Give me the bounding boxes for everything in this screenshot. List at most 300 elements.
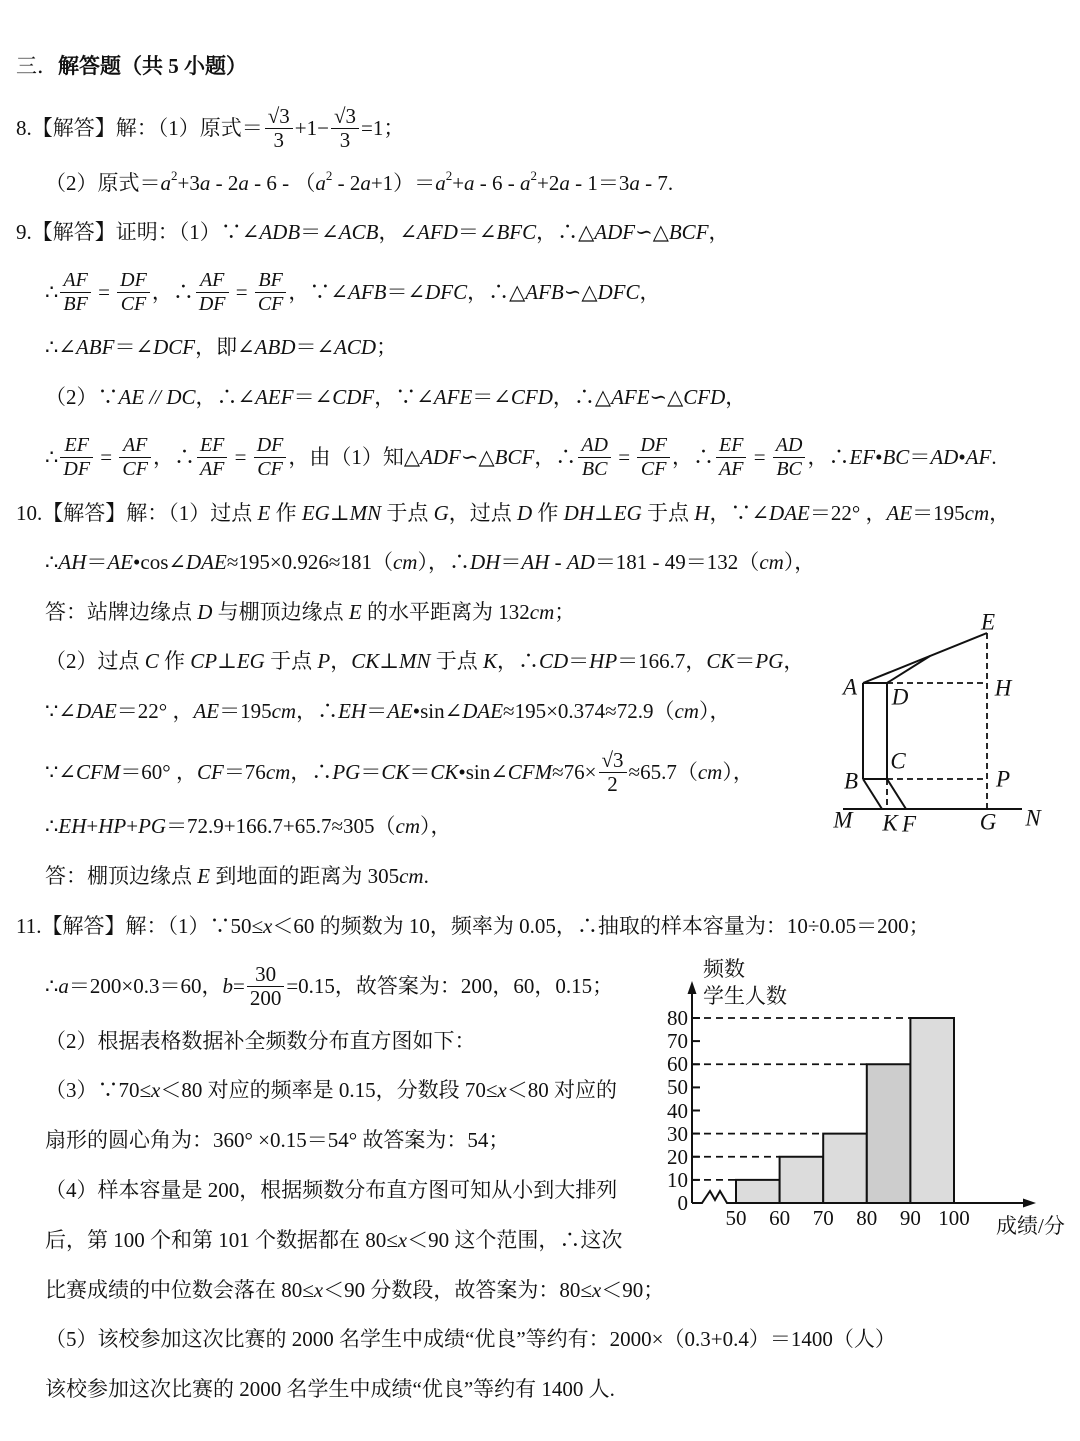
fraction-numerator: 30 [247, 963, 285, 987]
fraction [119, 434, 151, 481]
text-run: ＝22° ， [116, 699, 194, 723]
math-variable: AD [930, 445, 959, 469]
text-run: - [549, 550, 567, 574]
y-tick-label: 10 [667, 1168, 688, 1192]
math-variable: x [151, 1078, 161, 1102]
math-variable: cm [271, 699, 297, 723]
text-run: 于点 [430, 649, 483, 673]
text-run: ＜90； [601, 1278, 665, 1302]
x-tick-label: 50 [725, 1206, 747, 1230]
fraction [196, 269, 229, 316]
fraction-denominator: CF [120, 292, 147, 315]
text-run: ）， [420, 814, 452, 838]
text-run: - 6 - （ [248, 171, 316, 195]
text-run: ＜80 对应的频率是 0.15，分数段 70≤ [160, 1078, 498, 1102]
text-run: ＝ [386, 280, 408, 304]
text-run: ， [378, 220, 400, 244]
math-variable: CK [430, 760, 459, 784]
math-variable: a [360, 171, 371, 195]
text-run: + [86, 814, 99, 838]
fraction-numerator: AF [60, 269, 90, 293]
math-variable: EG [613, 501, 642, 525]
math-variable: ∠AEF [237, 385, 294, 409]
text-run: ＝60° ， [120, 760, 197, 784]
math-variable: ∠DFC [407, 280, 468, 304]
text-run: ＜90 分数段，故答案为：80≤ [323, 1278, 592, 1302]
fraction-numerator: AD [578, 434, 611, 458]
math-variable: cm [265, 760, 291, 784]
segment-D-to-AE [887, 656, 930, 683]
text-run: 作 [158, 649, 191, 673]
text-run: ∵ [45, 760, 59, 784]
fraction-numerator: √3 [599, 749, 627, 773]
fraction-denominator: DF [198, 292, 226, 315]
math-variable: MN [349, 501, 382, 525]
point-label-C: C [890, 748, 906, 774]
q9-line-1 [16, 207, 730, 257]
q11-line-4 [45, 1065, 617, 1115]
text-run: ＝181 - 49＝132（ [594, 550, 760, 574]
q11-line-10 [45, 1364, 615, 1414]
fraction-numerator: DF [117, 269, 150, 293]
x-axis-arrow-icon [1023, 1199, 1036, 1208]
text-run: ＝ [568, 649, 590, 673]
text-run: ＝72.9+166.7+65.7≈305（ [166, 814, 396, 838]
text-run: ＝76 [223, 760, 266, 784]
x-tick-labels [726, 1206, 970, 1230]
fraction-numerator: DF [254, 434, 287, 458]
text-run: - 6 - [474, 171, 521, 195]
fraction [773, 434, 806, 481]
fraction-denominator: 3 [339, 127, 351, 152]
fraction-numerator: AF [119, 434, 151, 458]
segment-B-leg [863, 779, 882, 809]
math-variable: ∠DAE [444, 699, 504, 723]
text-run: 于点 [381, 501, 434, 525]
fraction [197, 434, 227, 481]
math-variable: cm [529, 600, 555, 624]
text-run: ∴ [45, 550, 59, 574]
text-run: ＝ [409, 760, 431, 784]
answer-tag: 【解答】 [42, 501, 127, 525]
text-run: ，过点 [448, 501, 517, 525]
math-variable: a [315, 171, 326, 195]
text-run: = [229, 445, 252, 469]
text-run: - 2 [332, 171, 361, 195]
x-axis-label: 成绩/分 [996, 1214, 1065, 1238]
math-variable: H [694, 501, 710, 525]
text-run: ⊥ [379, 649, 399, 673]
text-run: ＝ [457, 220, 479, 244]
text-run: ∴ [45, 280, 59, 304]
math-variable: a [520, 171, 531, 195]
text-run: ＝ [300, 220, 322, 244]
math-variable: cm [759, 550, 784, 574]
math-variable: PG [332, 760, 361, 784]
text-run: +1）＝ [370, 171, 436, 195]
fraction-numerator: AF [196, 269, 229, 293]
text-run: ，∴ [290, 760, 333, 784]
q11-line-2 [45, 961, 613, 1011]
histogram-bar [780, 1157, 824, 1203]
y-tick-label: 30 [667, 1122, 688, 1146]
text-run: ＜60 的频数为 10，频率为 0.05，∴抽取的样本容量为：10÷0.05＝200； [272, 914, 930, 938]
text-run: ≈65.7（ [628, 760, 698, 784]
text-run: 比赛成绩的中位数会落在 80≤ [45, 1278, 314, 1302]
text-run: •sin [412, 699, 445, 723]
fraction-denominator: CF [257, 457, 283, 480]
text-run: - 7. [639, 171, 674, 195]
fraction [60, 269, 90, 316]
text-run: ＝ [734, 649, 756, 673]
math-variable: x [591, 1278, 602, 1302]
math-variable: x [313, 1278, 324, 1302]
fraction-denominator: 3 [273, 127, 285, 152]
text-run: ＝ [295, 335, 317, 359]
text-run: 解：（1）过点 [126, 501, 258, 525]
math-variable: HP [98, 814, 127, 838]
x-tick-label: 100 [938, 1206, 970, 1230]
fraction-numerator: DF [637, 434, 670, 458]
text-run: 解：（1）∵50≤ [125, 914, 264, 938]
fraction [255, 269, 287, 316]
text-run: ＝ [114, 335, 136, 359]
text-run: ∽△ [460, 445, 495, 469]
text-run: ∴ [45, 335, 59, 359]
math-variable: C [144, 649, 159, 673]
x-tick-label: 70 [812, 1206, 834, 1230]
text-run: ， [783, 649, 805, 673]
fraction-numerator: EF [197, 434, 227, 458]
math-variable: PG [138, 814, 167, 838]
y-tick-label: 80 [667, 1006, 688, 1030]
math-variable: cm [697, 760, 723, 784]
text-run: ， [330, 649, 352, 673]
geometry-figure [820, 600, 1080, 840]
text-run: •sin [458, 760, 491, 784]
math-variable: AE [886, 501, 913, 525]
text-run: ）， [698, 699, 731, 723]
q11-line-1 [16, 901, 930, 951]
math-variable: ∠ACD [316, 335, 377, 359]
text-run: = [95, 445, 118, 469]
math-variable: AE // DC [118, 385, 196, 409]
math-variable: D [197, 600, 213, 624]
q11-line-5 [45, 1115, 509, 1165]
text-run: ∴ [45, 814, 59, 838]
point-label-D: D [891, 684, 909, 710]
text-run: ＝22° ， [809, 501, 887, 525]
text-run: （2）原式＝ [45, 171, 161, 195]
text-run: （2）过点 [45, 649, 145, 673]
point-label-E: E [980, 609, 996, 635]
math-variable: ∠BFC [478, 220, 537, 244]
text-run: ，∴ [496, 649, 539, 673]
q11-line-9 [45, 1314, 896, 1364]
text-run: ，∴ [152, 445, 195, 469]
q9-line-5 [45, 432, 997, 482]
fraction-numerator: AD [773, 434, 806, 458]
y-tick-label: 70 [667, 1029, 688, 1053]
math-variable: CK [381, 760, 410, 784]
fraction-numerator: √3 [331, 105, 359, 129]
point-label-G: G [979, 809, 997, 835]
math-variable: x [497, 1078, 507, 1102]
math-variable: ∠AFB [330, 280, 387, 304]
y-tick-label: 50 [667, 1075, 688, 1099]
q11-line-6 [45, 1165, 617, 1215]
math-variable: EF [849, 445, 876, 469]
text-run: ，∴ [195, 385, 238, 409]
math-variable: x [397, 1228, 408, 1252]
text-run: 解：（1）原式＝ [115, 116, 263, 140]
text-run: ， [989, 501, 1011, 525]
q11-line-7 [45, 1215, 622, 1265]
math-variable: CFD [683, 385, 726, 409]
text-run: 答：棚顶边缘点 [45, 864, 198, 888]
text-run: • [875, 445, 883, 469]
y-axis-label-line-2: 学生人数 [703, 984, 787, 1008]
q10-line-2 [45, 537, 815, 587]
fraction-denominator: 2 [607, 771, 618, 796]
section-heading [16, 41, 247, 91]
text-run: = [612, 445, 636, 469]
math-variable: DH [563, 501, 595, 525]
math-variable: cm [399, 864, 424, 888]
math-variable: AE [387, 699, 413, 723]
math-variable: ∠CFD [493, 385, 553, 409]
math-variable: ∠CFM [58, 760, 121, 784]
text-run: ； [554, 600, 576, 624]
histogram-bar [823, 1134, 867, 1203]
text-run: ）， [722, 760, 754, 784]
text-run: ⊥ [217, 649, 237, 673]
math-variable: a [238, 171, 249, 195]
math-variable: x [263, 914, 273, 938]
text-run: ＝ [472, 385, 494, 409]
text-run: （4）样本容量是 200，根据频数分布直方图可知从小到大排列 [45, 1178, 618, 1202]
text-run: ； [376, 335, 398, 359]
math-variable: CD [538, 649, 569, 673]
text-run: ＝ [500, 550, 522, 574]
text-run: ，∴△ [552, 385, 612, 409]
math-variable: a [464, 171, 475, 195]
fraction [578, 434, 611, 481]
math-variable: PG [755, 649, 784, 673]
math-variable: cm [395, 814, 421, 838]
q9-line-2 [45, 267, 661, 317]
math-variable: ∠DAE [751, 501, 810, 525]
math-variable: cm [674, 699, 699, 723]
point-label-A: A [842, 674, 858, 700]
text-run: ，∵ [374, 385, 417, 409]
text-run: 扇形的圆心角为：360° ×0.15＝54° 故答案为：54； [45, 1128, 510, 1152]
x-tick-label: 90 [899, 1206, 921, 1230]
fraction [599, 749, 627, 796]
q10-line-6 [45, 747, 754, 797]
fraction-numerator: EF [60, 434, 93, 458]
math-variable: AF [965, 445, 992, 469]
math-variable: D [517, 501, 533, 525]
text-run: ＝ [293, 385, 315, 409]
q10-line-7 [45, 801, 452, 851]
text-run: •cos [133, 550, 169, 574]
text-run: ，∴ [296, 699, 339, 723]
math-variable: a [559, 171, 570, 195]
math-variable: EG [301, 501, 330, 525]
math-variable: ∠ABD [237, 335, 296, 359]
math-variable: BC [882, 445, 910, 469]
fraction [247, 963, 285, 1010]
text-run: ≈195×0.926≈181（ [226, 550, 393, 574]
text-run: ＝ [909, 445, 931, 469]
point-label-B: B [843, 768, 859, 794]
text-run: ＝195 [912, 501, 965, 525]
problem-number: 11. [16, 914, 42, 938]
answer-tag: 【解答】 [31, 220, 116, 244]
text-run: . [423, 864, 429, 888]
frequency-histogram [640, 950, 1080, 1250]
superscript: 2 [171, 167, 178, 183]
text-run: = [232, 974, 245, 998]
y-tick-label: 40 [667, 1099, 688, 1123]
text-run: ，∴ [672, 445, 714, 469]
text-run: 于点 [264, 649, 318, 673]
text-run: ＝200×0.3＝60， [68, 974, 223, 998]
math-variable: E [348, 600, 362, 624]
math-variable: a [58, 974, 69, 998]
text-run: - 2 [210, 171, 239, 195]
superscript: 2 [530, 167, 538, 183]
histogram-bar [867, 1064, 911, 1203]
text-run: ∽△ [563, 280, 598, 304]
text-run: ， [708, 220, 730, 244]
text-run: ∴ [45, 445, 59, 469]
text-run: ≈195×0.374≈72.9（ [503, 699, 675, 723]
math-variable: ∠AFD [399, 220, 458, 244]
q11-line-3 [45, 1016, 476, 1066]
q10-line-5 [45, 686, 730, 736]
fraction-denominator: DF [63, 457, 91, 480]
fraction-denominator: CF [640, 457, 667, 480]
text-run: - 1＝3 [569, 171, 630, 195]
text-run: ∽△ [649, 385, 684, 409]
fraction [331, 105, 359, 152]
math-variable: AD [566, 550, 595, 574]
text-run: ， [639, 280, 661, 304]
point-label-N: N [1025, 805, 1041, 831]
math-variable: AFB [525, 280, 564, 304]
text-run: 的水平距离为 132 [361, 600, 530, 624]
fraction-numerator: EF [716, 434, 746, 458]
fraction [637, 434, 670, 481]
fraction-denominator: BC [776, 457, 802, 480]
fraction [716, 434, 746, 481]
text-run: ＝195 [219, 699, 272, 723]
text-run: （5）该校参加这次比赛的 2000 名学生中成绩“优良”等约有：2000×（0.3+0.4）＝1400（人） [45, 1327, 896, 1351]
text-run: ， [725, 385, 747, 409]
math-variable: ∠AFE [416, 385, 473, 409]
math-variable: ∠ABF [58, 335, 115, 359]
math-variable: CP [190, 649, 218, 673]
math-variable: E [257, 501, 271, 525]
y-tick-label: 60 [667, 1052, 688, 1076]
q9-line-4 [45, 372, 746, 422]
x-tick-label: 80 [856, 1206, 878, 1230]
text-run: ，∵ [288, 280, 331, 304]
problem-number: 8. [16, 116, 32, 140]
math-variable: CK [351, 649, 380, 673]
math-variable: G [433, 501, 449, 525]
math-variable: a [629, 171, 640, 195]
y-tick-label: 0 [677, 1191, 688, 1215]
text-run: +3 [177, 171, 200, 195]
text-run: 作 [270, 501, 302, 525]
text-run: ＜80 对应的 [506, 1078, 617, 1102]
superscript: 2 [325, 167, 333, 183]
text-run: ∵ [45, 699, 59, 723]
point-label-P: P [995, 766, 1011, 792]
text-run: ≈76× [552, 760, 597, 784]
text-run: ⊥ [594, 501, 614, 525]
math-variable: HP [589, 649, 618, 673]
math-variable: P [317, 649, 331, 673]
text-run: 证明：（1）∵ [115, 220, 242, 244]
histogram-bar [736, 1180, 780, 1203]
text-run: ，∵ [709, 501, 752, 525]
fraction-numerator: BF [255, 269, 287, 293]
math-variable: EG [236, 649, 265, 673]
math-variable: ∠ACB [321, 220, 379, 244]
section-number: 三． [16, 54, 58, 78]
text-run: ，∴ [151, 280, 194, 304]
text-run: ，即 [195, 335, 238, 359]
y-axis-arrow-icon [688, 981, 697, 994]
text-run: ∽△ [635, 220, 669, 244]
fraction [60, 434, 93, 481]
point-label-K: K [882, 810, 898, 836]
text-run: + [126, 814, 139, 838]
q11-line-8 [45, 1265, 664, 1315]
text-run: ⊥ [329, 501, 350, 525]
math-variable: cm [392, 550, 418, 574]
fraction-denominator: BF [63, 292, 88, 315]
math-variable: b [222, 974, 233, 998]
text-run: 后，第 100 个和第 101 个数据都在 80≤ [45, 1228, 398, 1252]
math-variable: cm [964, 501, 990, 525]
q10-line-3 [45, 587, 575, 637]
text-run: ∴ [45, 974, 59, 998]
text-run: （2）∵ [45, 385, 119, 409]
text-run: =0.15，故答案为：200，60，0.15； [286, 974, 614, 998]
text-run: ＝166.7， [617, 649, 707, 673]
q10-line-8 [45, 851, 429, 901]
fraction-denominator: AF [719, 457, 744, 480]
text-run: 于点 [641, 501, 695, 525]
text-run: （2）根据表格数据补全频数分布直方图如下： [45, 1029, 476, 1053]
text-run: ），∴ [417, 550, 470, 574]
text-run: ＝ [86, 550, 108, 574]
math-variable: K [482, 649, 497, 673]
math-variable: EH [58, 814, 87, 838]
histogram-bars [736, 1018, 954, 1203]
segment-CF [887, 779, 906, 809]
text-run: ，∴△ [536, 220, 595, 244]
fraction-denominator: BC [581, 457, 608, 480]
fraction [117, 269, 150, 316]
answer-tag: 【解答】 [41, 914, 126, 938]
math-variable: ∠DCF [135, 335, 196, 359]
